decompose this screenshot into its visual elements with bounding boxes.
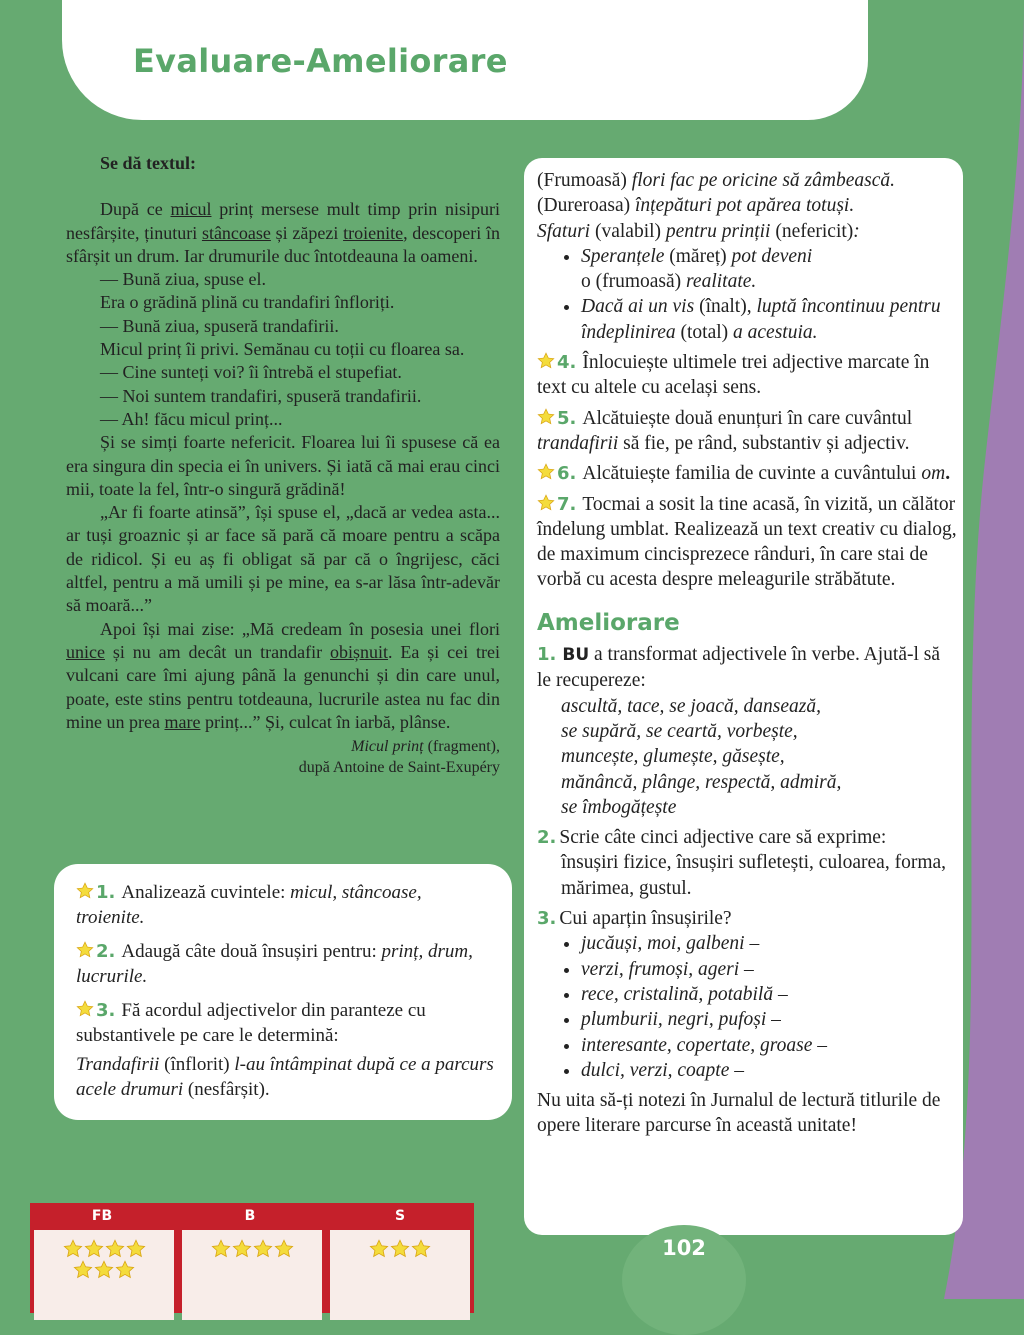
dialogue-line: — Cine sunteți voi? îi întrebă el stupefiat. <box>100 362 402 383</box>
star-icon <box>84 1239 104 1259</box>
verb-line: muncește, glumește, găsește, <box>561 746 785 768</box>
verb-list <box>537 694 957 820</box>
dialogue-line: — Ah! făcu micul prinț... <box>100 408 283 429</box>
page-number-badge <box>622 1225 746 1335</box>
verb-line: se supără, se ceartă, vorbește, <box>561 720 798 742</box>
verb-line: se îmbogățește <box>561 796 677 818</box>
star-icon <box>537 494 555 512</box>
task-3: 3. Fă acordul adjectivelor din paranteze cu substantivele pe care le determină: <box>76 1000 426 1046</box>
paragraph-1: După ce micul prinț mersese mult timp prin nisipuri nesfârșite, ținuturi stâncoase și zăpezi troienite, descoperi în sfârșit un drum. Iar drumurile duc întotdeauna la oameni. <box>66 199 500 266</box>
list-item: • verzi, frumoși, ageri – <box>581 957 957 982</box>
task-4: 4. Înlocuiește ultimele trei adjective marcate în text cu altele cu același sens. <box>537 352 930 399</box>
verb-line: ascultă, tace, se joacă, dansează, <box>561 695 821 717</box>
page-title: Evaluare-Ameliorare <box>133 42 508 80</box>
list-item: • jucăuși, moi, galbeni – <box>581 931 957 956</box>
star-icon <box>253 1239 273 1259</box>
paragraph-3: „Ar fi foarte atinsă”, își spuse el, „dacă ar vedea asta... ar tuși groaznic și ar face să pară că moare pentru a scăpa de ridicol. Și eu aș fi obligat să par că o îngrijesc, căci altfel, pentru a mă umili și pe mine, ea s-ar lăsa într-adevăr să moară...” <box>66 502 500 616</box>
star-icon <box>274 1239 294 1259</box>
eval-column-b <box>178 1203 322 1313</box>
star-icon <box>105 1239 125 1259</box>
star-icon <box>537 408 555 426</box>
star-icon <box>411 1239 431 1259</box>
ameliorare-task-2-detail: însușiri fizice, însușiri sufletești, culoarea, forma, mărimea, gustul. <box>561 852 947 899</box>
closing-note: Nu uita să-ți notezi în Jurnalul de lectură titlurile de opere literare parcurse în această unitate! <box>537 1090 941 1137</box>
list-item: • Speranțele (măreț) pot deveni o (frumoasă) realitate. <box>581 244 957 295</box>
self-evaluation-table <box>30 1203 474 1313</box>
dialogue-line: — Bună ziua, spuse el. <box>100 269 266 290</box>
agreement-line: (Frumoasă) flori fac pe oricine să zâmbească. <box>537 170 895 191</box>
verb-line: mănâncă, plânge, respectă, admiră, <box>561 771 842 793</box>
tasks-box-left <box>54 864 512 1120</box>
dialogue-line: Micul prinț îi privi. Semănau cu toții cu floarea sa. <box>100 339 465 360</box>
star-icon <box>76 1000 94 1018</box>
tasks-box-right <box>524 158 963 1235</box>
ameliorare-heading: Ameliorare <box>537 609 680 636</box>
dialogue-line: — Noi suntem trandafiri, spuseră trandafirii. <box>100 385 422 406</box>
page-number: 102 <box>662 1236 706 1260</box>
task-5: 5. Alcătuiește două enunțuri în care cuvântul trandafirii să fie, pe rând, substantiv și adjectiv. <box>537 407 913 454</box>
task-3-example: Trandafirii (înflorit) l-au întâmpinat după ce a parcurs acele drumuri (nesfârșit). <box>76 1054 494 1100</box>
eval-header: B <box>244 1208 256 1224</box>
star-icon <box>63 1239 83 1259</box>
intro-label: Se dă textul: <box>100 153 196 173</box>
star-icon <box>115 1260 135 1280</box>
ameliorare-task-1: 1. BU a transformat adjectivele în verbe. Ajută-l să le recupereze: <box>537 644 940 692</box>
eval-header: S <box>394 1208 406 1224</box>
eval-column-s <box>326 1203 474 1313</box>
ameliorare-task-2: 2. Scrie câte cinci adjective care să exprime: <box>537 827 887 849</box>
reading-text <box>66 152 500 778</box>
agreement-line: Sfaturi (valabil) pentru prinții (nefericit): <box>537 220 860 242</box>
star-icon <box>94 1260 114 1280</box>
task-6: 6. Alcătuiește familia de cuvinte a cuvântului om. <box>537 461 957 486</box>
star-icon <box>232 1239 252 1259</box>
ameliorare-task-3: 3. Cui aparțin însușirile? <box>537 908 732 930</box>
dialogue-line: — Bună ziua, spuseră trandafirii. <box>100 315 339 336</box>
list-item: • dulci, verzi, coapte – <box>581 1058 957 1083</box>
source-author: după Antoine de Saint-Exupéry <box>298 759 500 777</box>
paragraph-4: Apoi își mai zise: „Mă credeam în posesia unei flori unice și nu am decât un trandafir obișnuit. Ea și cei trei vulcani care îmi ajung până la genunchi și din care unul, poate, este stins pentru totdeauna, lucrurile astea nu fac din mine un prea mare prinț...” Și, culcat în iarbă, plânse. <box>66 618 500 732</box>
dialogue-line: Era o grădină plină cu trandafiri înfloriți. <box>100 292 395 313</box>
task-7: 7. Tocmai a sosit la tine acasă, în vizită, un călător îndelung umblat. Realizează un text creativ cu dialog, de maximum cincisprezece rânduri, în care stai de vorbă cu acesta despre meleagurile străbătute. <box>537 493 957 591</box>
task-2: 2. Adaugă câte două însușiri pentru: prinț, drum, lucrurile. <box>76 941 473 987</box>
list-item: • interesante, copertate, groase – <box>581 1033 957 1058</box>
star-icon <box>390 1239 410 1259</box>
list-item: • plumburii, negri, pufoși – <box>581 1007 957 1032</box>
star-icon <box>73 1260 93 1280</box>
source-line: Micul prinț (fragment), <box>351 738 500 756</box>
star-icon <box>537 463 555 481</box>
star-icon <box>126 1239 146 1259</box>
agreement-line: (Dureroasa) înțepături pot apărea totuși. <box>537 195 855 217</box>
eval-header: FB <box>91 1208 113 1224</box>
eval-column-fb <box>30 1203 174 1313</box>
list-item: • rece, cristalină, potabilă – <box>581 982 957 1007</box>
star-icon <box>537 352 555 370</box>
paragraph-2: Și se simți foarte nefericit. Floarea lui îi spusese că ea era singura din specia ei în univers. Și iată că mai erau cinci mii, toate la fel, într-o singură grădină! <box>66 432 500 499</box>
agreement-list <box>537 244 957 345</box>
star-icon <box>76 882 94 900</box>
star-icon <box>76 941 94 959</box>
attribute-list <box>537 931 957 1083</box>
task-1: 1. Analizează cuvintele: micul, stâncoase, troienite. <box>76 882 422 928</box>
star-icon <box>211 1239 231 1259</box>
star-icon <box>369 1239 389 1259</box>
list-item: • Dacă ai un vis (înalt), luptă încontinuu pentru îndeplinirea (total) a acestuia. <box>581 294 957 345</box>
